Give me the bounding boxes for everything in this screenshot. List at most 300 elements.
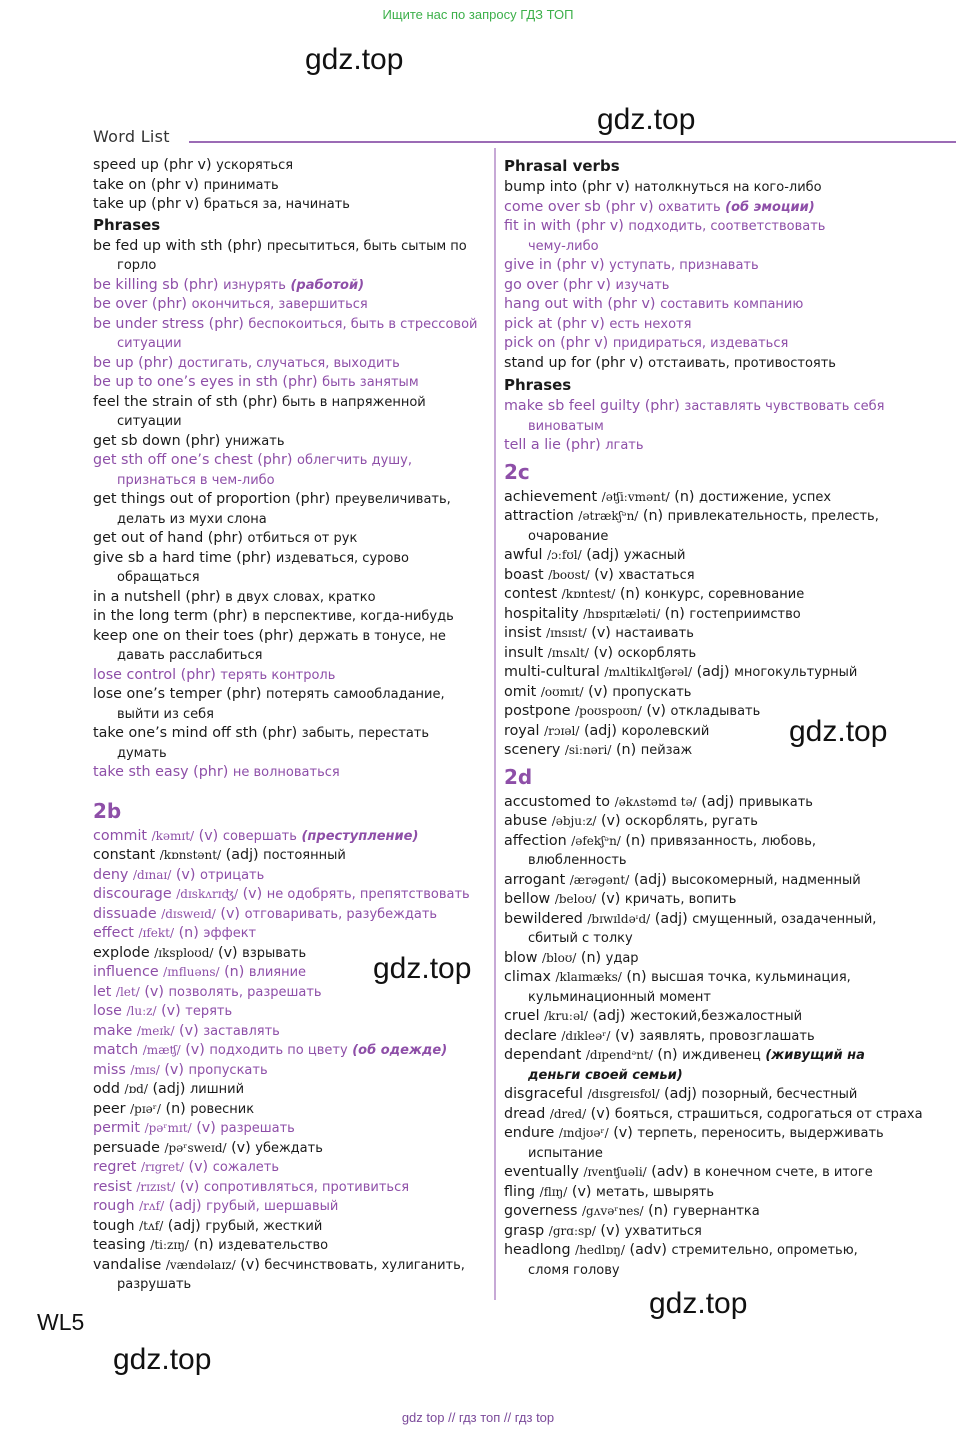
watermark: gdz.top (597, 103, 696, 136)
term: get sb down (phr) (93, 432, 221, 449)
translation: потерять самообладание, (266, 687, 445, 702)
part-of-speech: (adj) (152, 1081, 186, 1097)
term: lose one’s temper (phr) (93, 686, 262, 702)
term: bump into (phr v) (504, 179, 630, 195)
word-entry (93, 944, 488, 964)
translation: постоянный (263, 848, 346, 863)
term: postpone (504, 703, 571, 719)
translation: пресытиться, быть сытым по (266, 238, 467, 254)
translation: быть занятым (322, 375, 419, 390)
part-of-speech: (n) (626, 969, 647, 985)
pronunciation: /pəʳsweɪd/ (164, 1140, 227, 1155)
part-of-speech: (v) (144, 983, 164, 1000)
translation: удар (605, 950, 639, 966)
translation-continued: выйти из себя (117, 706, 215, 722)
section-number: 2c (504, 459, 530, 484)
word-entry (93, 315, 488, 354)
term: bellow (504, 891, 551, 907)
term: persuade (93, 1139, 160, 1156)
pronunciation: /bloʊ/ (542, 950, 577, 965)
term: tell a lie (phr) (504, 437, 601, 453)
term: vandalise (93, 1256, 162, 1273)
word-entry (93, 1197, 488, 1217)
part-of-speech: (v) (179, 1022, 199, 1039)
term: blow (504, 949, 538, 966)
pronunciation: /siːnəri/ (564, 743, 612, 757)
word-entry (93, 1119, 488, 1139)
term: constant (93, 847, 156, 863)
word-entry (93, 1061, 488, 1081)
section-number: 2b (93, 798, 122, 823)
term: miss (93, 1061, 126, 1078)
translation: натолкнуться на кого-либо (634, 180, 822, 195)
term: accustomed to (504, 793, 611, 810)
term: permit (93, 1120, 141, 1136)
translation: настаивать (615, 626, 694, 641)
term: hospitality (504, 605, 579, 622)
translation: отбиться от рук (247, 531, 358, 546)
pronunciation: /boʊst/ (548, 567, 590, 582)
pronunciation: /əfekʃᵊn/ (571, 833, 621, 848)
pronunciation: /ɒd/ (124, 1082, 148, 1096)
word-entry (504, 546, 924, 566)
pronunciation: /ærəgənt/ (569, 872, 630, 887)
word-entry (504, 644, 924, 664)
part-of-speech: (v) (164, 1061, 184, 1078)
part-of-speech: (v) (188, 1159, 209, 1175)
word-entry (93, 1080, 488, 1100)
word-entry (93, 237, 488, 276)
translation: терять контроль (220, 667, 336, 683)
part-of-speech: (adj) (654, 910, 688, 927)
pronunciation: /ɪfekt/ (138, 926, 175, 940)
pronunciation: /ɪnsɪst/ (546, 626, 587, 640)
term: contest (504, 586, 558, 602)
term: bewildered (504, 910, 583, 927)
translation: гостеприимство (689, 606, 801, 622)
pronunciation: /hedlɒŋ/ (575, 1243, 625, 1257)
translation: в перспективе, когда-нибудь (252, 609, 454, 624)
translation-continued: кульминационный момент (528, 989, 711, 1005)
word-entry (93, 295, 488, 315)
translation: уступать, признавать (609, 258, 759, 273)
term: go over (phr v) (504, 276, 611, 293)
pronunciation: /dɪpendᵊnt/ (585, 1048, 653, 1062)
part-of-speech: (adv) (629, 1242, 667, 1258)
term: match (93, 1042, 139, 1058)
pronunciation: /let/ (115, 984, 140, 999)
translation: заявлять, провозглашать (639, 1028, 815, 1044)
pronunciation: /ɪksploʊd/ (154, 945, 214, 960)
translation: кричать, вопить (624, 892, 737, 907)
term: be fed up with sth (phr) (93, 237, 263, 254)
pronunciation: /ɪndjʊəʳ/ (558, 1126, 609, 1140)
term: odd (93, 1081, 120, 1097)
translation: принимать (203, 177, 279, 193)
term: take up (phr v) (93, 196, 200, 212)
word-entry (93, 588, 488, 608)
section-heading: Phrases (504, 376, 572, 394)
term: declare (504, 1027, 557, 1044)
word-entry (93, 1158, 488, 1178)
word-entry (93, 1139, 488, 1159)
part-of-speech: (adj) (225, 847, 259, 863)
translation: привыкать (738, 794, 813, 810)
left-column (93, 156, 488, 1295)
part-of-speech: (n) (178, 925, 199, 941)
translation: гувернантка (672, 1204, 760, 1219)
part-of-speech: (v) (600, 813, 621, 829)
term: be under stress (phr) (93, 315, 244, 332)
translation: браться за, начинать (203, 197, 350, 212)
pronunciation: /dɪsweɪd/ (161, 906, 216, 921)
term: hang out with (phr v) (504, 296, 656, 312)
translation: привлекательность, прелесть, (667, 509, 879, 524)
pronunciation: /kəmɪt/ (151, 828, 195, 843)
part-of-speech: (adj) (664, 1086, 697, 1102)
pronunciation: /dɪkleəʳ/ (561, 1028, 611, 1043)
pronunciation: /klaɪmæks/ (555, 970, 622, 984)
part-of-speech: (adj) (696, 664, 730, 680)
translation: хвастаться (618, 567, 695, 583)
word-entry (504, 1007, 924, 1027)
translation: конкурс, соревнование (644, 587, 805, 602)
word-entry (93, 846, 488, 866)
word-entry (504, 256, 924, 276)
word-entry (504, 436, 924, 456)
part-of-speech: (n) (642, 508, 664, 524)
word-entry (504, 741, 924, 761)
word-entry (93, 763, 488, 783)
word-entry (504, 276, 924, 296)
word-entry (504, 315, 924, 335)
term: peer (93, 1100, 126, 1117)
part-of-speech: (n) (165, 1100, 186, 1117)
word-entry (93, 627, 488, 666)
translation: не волноваться (232, 765, 340, 780)
term: in a nutshell (phr) (93, 588, 221, 605)
term: regret (93, 1159, 137, 1175)
translation: грубый, жесткий (205, 1218, 323, 1234)
word-entry (504, 1202, 924, 1222)
translation: пейзаж (640, 743, 693, 758)
word-entry (93, 827, 488, 847)
pronunciation: /grɑːsp/ (548, 1223, 596, 1238)
word-entry (504, 1027, 924, 1047)
pronunciation: /pəʳmɪt/ (144, 1121, 192, 1135)
term: boast (504, 566, 544, 583)
translation-continued: давать расслабиться (117, 648, 263, 663)
translation-continued: обращаться (117, 570, 200, 585)
term: take on (phr v) (93, 176, 200, 193)
translation: позволять, разрешать (168, 984, 322, 1000)
translation: облегчить душу, (297, 453, 413, 468)
translation: ухватиться (624, 1223, 702, 1239)
word-entry (93, 549, 488, 588)
pronunciation: /ɪnfluəns/ (163, 965, 220, 979)
word-entry (93, 276, 488, 296)
translation: смущенный, озадаченный, (692, 911, 877, 927)
word-entry (93, 1022, 488, 1042)
translation: не одобрять, препятствовать (266, 887, 470, 902)
word-entry (93, 1217, 488, 1237)
term: let (93, 983, 112, 1000)
translation: отговаривать, разубеждать (244, 906, 438, 922)
translation: есть нехотя (609, 316, 692, 332)
word-entry (93, 607, 488, 627)
word-entry (504, 397, 924, 436)
word-entry (504, 488, 924, 508)
word-entry (504, 295, 924, 315)
translation-continued: ситуации (117, 336, 182, 351)
pronunciation: /rɔɪəl/ (544, 723, 580, 738)
usage-note: (преступление) (301, 828, 419, 844)
translation: жестокий,безжалостный (630, 1009, 803, 1024)
part-of-speech: (adv) (651, 1164, 689, 1180)
pronunciation: /mæʧ/ (142, 1043, 181, 1057)
term: eventually (504, 1164, 579, 1180)
translation-continued: горло (117, 258, 157, 273)
translation: ровесник (190, 1101, 255, 1117)
term: get things out of proportion (phr) (93, 491, 331, 507)
word-entry (93, 1041, 488, 1061)
word-entry (93, 666, 488, 686)
translation: подходить, соответствовать (628, 219, 826, 234)
part-of-speech: (adj) (583, 722, 617, 739)
translation-continued: ситуации (117, 414, 182, 429)
translation: беспокоиться, быть в стрессовой (248, 316, 478, 332)
pronunciation: /beloʊ/ (554, 892, 597, 906)
translation: заставлять чувствовать себя (684, 399, 885, 414)
word-entry (93, 1100, 488, 1120)
term: pick on (phr v) (504, 335, 609, 351)
translation: высшая точка, кульминация, (651, 970, 851, 985)
translation: иждивенец (682, 1048, 761, 1063)
word-entry (504, 949, 924, 969)
translation: оскорблять, ругать (625, 814, 758, 829)
pronunciation: /flɪŋ/ (539, 1184, 568, 1199)
part-of-speech: (v) (594, 566, 614, 583)
pronunciation: /kɒntest/ (561, 587, 616, 601)
translation: грубый, шершавый (206, 1199, 339, 1214)
pronunciation: /əkʌstəmd tə/ (614, 794, 697, 809)
term: lose (93, 1003, 122, 1019)
term: get sth off one’s chest (phr) (93, 452, 293, 468)
pronunciation: /luːz/ (126, 1004, 157, 1018)
translation-continued: очарование (528, 528, 609, 544)
part-of-speech: (n) (193, 1237, 214, 1253)
term: insult (504, 644, 544, 661)
term: discourage (93, 886, 172, 902)
word-entry (93, 373, 488, 393)
part-of-speech: (v) (615, 1027, 635, 1044)
translation: ужасный (623, 548, 686, 563)
term: lose control (phr) (93, 666, 216, 683)
translation: охватить (658, 199, 721, 215)
pronunciation: /bɪwɪldəᶦd/ (587, 911, 651, 926)
footer: gdz top // гдз топ // гдз top (401, 1410, 555, 1425)
term: tough (93, 1217, 135, 1234)
translation: высокомерный, надменный (671, 872, 861, 888)
word-entry (93, 432, 488, 452)
pronunciation: /gʌvəʳnes/ (582, 1204, 644, 1218)
word-entry (93, 1236, 488, 1256)
part-of-speech: (adj) (168, 1198, 202, 1214)
term: deny (93, 866, 129, 883)
word-entry (93, 1256, 488, 1295)
translation: королевский (621, 723, 710, 739)
pronunciation: /ɪvenʧuəli/ (583, 1165, 647, 1179)
translation: забыть, перестать (301, 726, 430, 741)
usage-note: (живущий на (765, 1048, 865, 1063)
term: dissuade (93, 905, 157, 922)
word-entry (93, 156, 488, 176)
term: disgraceful (504, 1086, 583, 1102)
part-of-speech: (n) (580, 949, 602, 966)
word-entry (504, 585, 924, 605)
translation: заставлять (203, 1023, 280, 1039)
pronunciation: /dred/ (549, 1106, 587, 1121)
term: be killing sb (phr) (93, 276, 219, 293)
translation-continued: сбитый с толку (528, 931, 633, 946)
term: keep one on their toes (phr) (93, 627, 294, 644)
word-entry (504, 507, 924, 546)
word-entry (93, 490, 488, 529)
word-entry (504, 1046, 924, 1085)
word-entry (504, 178, 924, 198)
term: dread (504, 1105, 546, 1122)
word-entry (93, 924, 488, 944)
translation: бесчинствовать, хулиганить, (264, 1257, 465, 1273)
part-of-speech: (adj) (701, 793, 735, 810)
translation: оскорблять (617, 645, 697, 661)
part-of-speech: (adj) (633, 871, 667, 888)
word-entry (504, 968, 924, 1007)
term: come over sb (phr v) (504, 198, 654, 215)
part-of-speech: (adj) (586, 547, 620, 563)
translation: унижать (224, 433, 285, 449)
term: affection (504, 832, 567, 849)
word-entry (93, 866, 488, 886)
translation: ускоряться (216, 158, 294, 173)
translation: взрывать (242, 945, 307, 961)
term: climax (504, 969, 551, 985)
part-of-speech: (v) (590, 1105, 611, 1122)
pronunciation: /ɪnsʌlt/ (547, 645, 589, 660)
translation: сожалеть (212, 1160, 280, 1175)
term: feel the strain of sth (phr) (93, 393, 278, 410)
translation-continued: влюбленность (528, 853, 627, 868)
term: in the long term (phr) (93, 608, 248, 624)
part-of-speech: (n) (664, 605, 685, 622)
header-rule (189, 141, 956, 143)
term: be up (phr) (93, 354, 174, 371)
translation: метать, швырять (596, 1184, 715, 1200)
pronunciation: /oʊmɪt/ (540, 684, 584, 699)
term: governess (504, 1203, 578, 1219)
term: multi-cultural (504, 664, 600, 680)
term: take sth easy (phr) (93, 764, 229, 780)
word-entry (93, 529, 488, 549)
watermark: gdz.top (305, 43, 404, 76)
word-entry (504, 702, 924, 722)
part-of-speech: (adj) (167, 1217, 201, 1234)
watermark: gdz.top (373, 952, 472, 985)
term: give sb a hard time (phr) (93, 549, 272, 566)
word-entry (504, 1105, 924, 1125)
term: scenery (504, 742, 561, 758)
translation-continued: сломя голову (528, 1262, 620, 1278)
word-entry (93, 195, 488, 215)
column-divider (494, 148, 496, 1300)
part-of-speech: (n) (224, 964, 245, 980)
translation: сопротивляться, противиться (203, 1179, 410, 1195)
translation-continued: думать (117, 745, 167, 761)
word-entry (504, 683, 924, 703)
word-entry (504, 1163, 924, 1183)
term: attraction (504, 508, 574, 524)
word-entry (504, 910, 924, 949)
translation: убеждать (255, 1140, 323, 1156)
translation: окончиться, завершиться (191, 297, 368, 312)
translation: изнурять (223, 277, 286, 293)
pronunciation: /mʌltikʌlʧərəl/ (604, 665, 693, 679)
pronunciation: /tiːzɪŋ/ (150, 1238, 189, 1252)
part-of-speech: (v) (242, 886, 263, 902)
part-of-speech: (v) (613, 1125, 633, 1141)
term: arrogant (504, 871, 566, 888)
translation: изучать (615, 277, 670, 293)
term: fling (504, 1183, 536, 1200)
pronunciation: /ətrækʃᵊn/ (578, 509, 639, 523)
translation-continued: признаться в чем-либо (117, 472, 275, 488)
term: achievement (504, 488, 598, 505)
pronunciation: /əʧiːvmənt/ (601, 489, 670, 504)
word-entry (504, 198, 924, 218)
usage-note: (об одежде) (352, 1043, 448, 1058)
word-entry (504, 722, 924, 742)
term: teasing (93, 1237, 146, 1253)
word-entry (93, 1178, 488, 1198)
term: give in (phr v) (504, 257, 605, 273)
term: cruel (504, 1008, 540, 1024)
translation: эффект (203, 926, 257, 941)
pronunciation: /dɪskʌrɪʤ/ (176, 887, 239, 901)
right-column (504, 156, 924, 1280)
translation: терять (185, 1004, 233, 1019)
translation: разрешать (220, 1121, 295, 1136)
promo-note: Ищите нас по запросу ГДЗ ТОП (382, 7, 574, 22)
word-entry (504, 624, 924, 644)
part-of-speech: (n) (674, 488, 695, 505)
term: headlong (504, 1242, 571, 1258)
pronunciation: /tʌf/ (139, 1218, 164, 1233)
translation: отрицать (200, 867, 265, 883)
term: explode (93, 944, 150, 961)
term: fit in with (phr v) (504, 218, 624, 234)
translation: подходить по цвету (209, 1043, 348, 1058)
word-entry (504, 890, 924, 910)
term: speed up (phr v) (93, 157, 212, 173)
part-of-speech: (v) (196, 1120, 216, 1136)
word-entry (93, 354, 488, 374)
translation: быть в напряженной (282, 394, 426, 410)
translation: пропускать (612, 684, 692, 700)
word-entry (93, 1002, 488, 1022)
translation: достижение, успех (699, 489, 832, 505)
part-of-speech: (n) (648, 1203, 669, 1219)
word-entry (504, 354, 924, 374)
